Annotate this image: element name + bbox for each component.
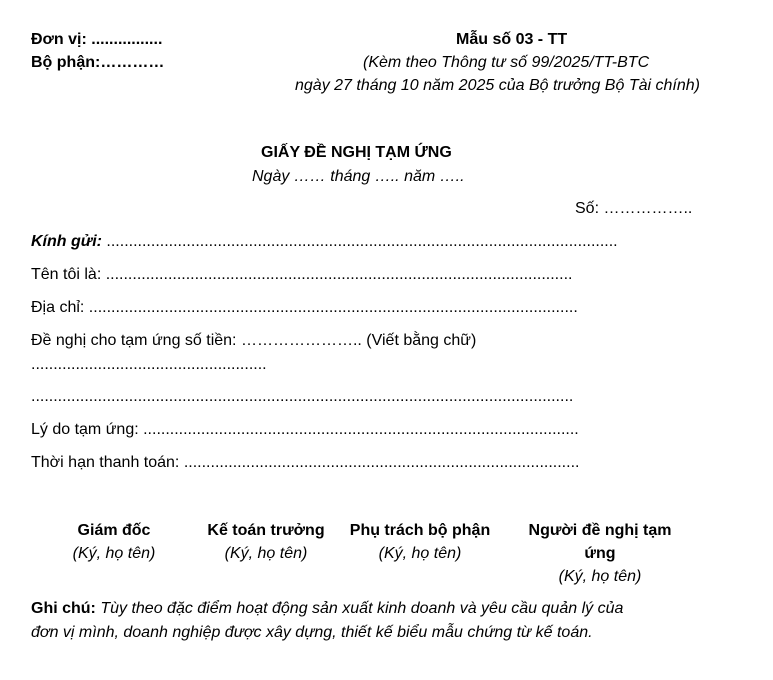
note-text-1: Tùy theo đặc điểm hoạt động sản xuất kinh doanh và yêu cầu quản lý của xyxy=(95,600,624,617)
giam-doc-sign-note: (Ký, họ tên) xyxy=(72,545,156,562)
payment-deadline-line: Thời hạn thanh toán: ......................................................................................... xyxy=(31,454,580,471)
reason-line: Lý do tạm ứng: .................................................................................................. xyxy=(31,421,579,438)
document-number: Số: …………….. xyxy=(575,200,693,217)
form-number: Mẫu số 03 - TT xyxy=(456,31,568,48)
giam-doc-title: Giám đốc xyxy=(77,522,151,539)
ke-toan-truong-sign-note: (Ký, họ tên) xyxy=(224,545,308,562)
kinh-gui-label: Kính gửi: xyxy=(31,233,102,250)
document-title: GIẤY ĐỀ NGHỊ TẠM ỨNG xyxy=(261,144,452,161)
date-line: Ngày …… tháng ….. năm ….. xyxy=(252,168,465,185)
signature-giam-doc xyxy=(55,519,173,565)
ke-toan-truong-title: Kế toán trưởng xyxy=(207,522,325,539)
phu-trach-title: Phụ trách bộ phận xyxy=(349,522,491,539)
advance-amount-line: Đề nghị cho tạm ứng số tiền: ………………….. (Viết bằng chữ) xyxy=(31,332,477,349)
nguoi-de-nghi-sign-note: (Ký, họ tên) xyxy=(558,568,642,585)
circular-reference: (Kèm theo Thông tư số 99/2025/TT-BTC xyxy=(363,54,650,71)
signature-ke-toan-truong xyxy=(196,519,336,565)
note-line-1 xyxy=(31,600,623,618)
kinh-gui-dots: ................................................................................................................... xyxy=(101,233,618,250)
nguoi-de-nghi-title-2: ứng xyxy=(584,545,616,562)
signature-phu-trach xyxy=(336,519,504,565)
signature-nguoi-de-nghi xyxy=(510,519,690,588)
address-line: Địa chỉ: .............................................................................................................. xyxy=(31,299,578,316)
don-vi-label: Đơn vị: ................ xyxy=(31,31,163,48)
phu-trach-sign-note: (Ký, họ tên) xyxy=(378,545,462,562)
bo-phan-label: Bộ phận:………… xyxy=(31,54,165,71)
note-label: Ghi chú: xyxy=(31,600,96,617)
amount-words-dots-short: ..................................................... xyxy=(31,356,267,373)
nguoi-de-nghi-title-1: Người đề nghị tạm xyxy=(528,522,672,539)
note-line-2: đơn vị mình, doanh nghiệp được xây dựng, thiết kế biểu mẫu chứng từ kế toán. xyxy=(31,624,593,641)
issue-date-reference: ngày 27 tháng 10 năm 2025 của Bộ trưởng Bộ Tài chính) xyxy=(295,77,700,94)
name-line: Tên tôi là: ......................................................................................................... xyxy=(31,266,573,283)
amount-words-dots-long: .......................................................................................................................... xyxy=(31,388,574,405)
kinh-gui-line xyxy=(31,233,618,251)
